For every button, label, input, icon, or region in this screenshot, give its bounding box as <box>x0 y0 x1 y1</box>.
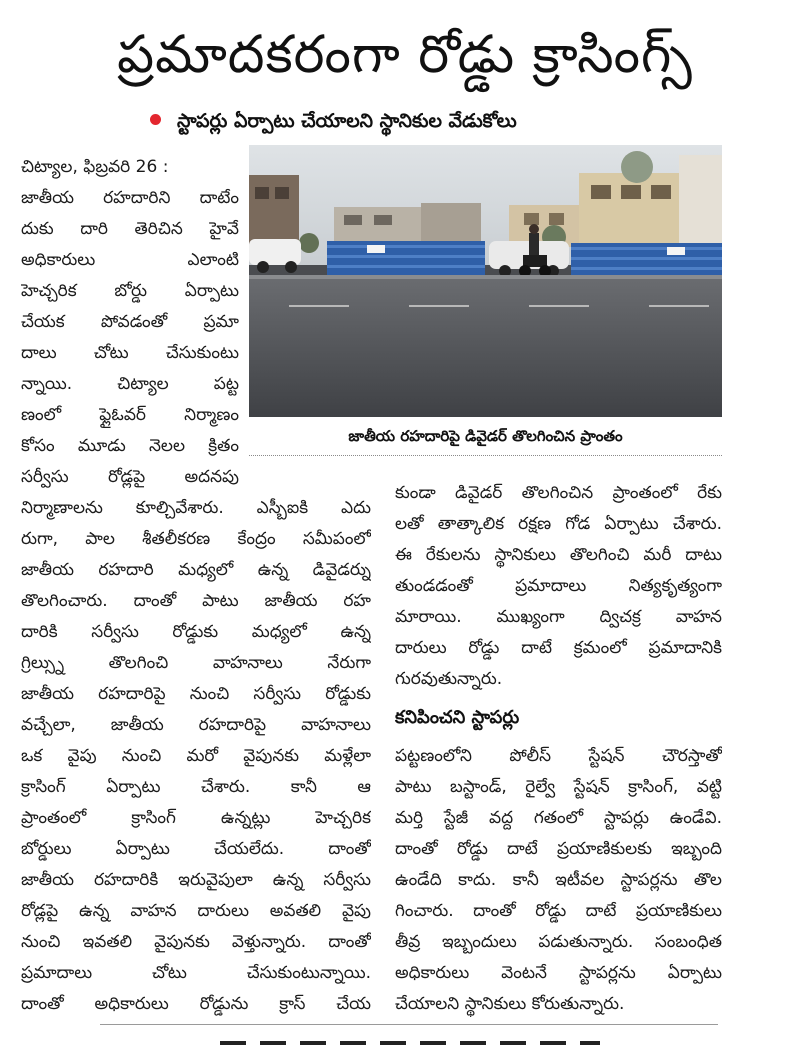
body-line: ఒక వైపు నుంచి మరో వైపునకు మళ్లేలా <box>21 746 371 766</box>
body-line: అధికారులు ఎలాంటి <box>21 250 239 270</box>
body-line: దాంతో రోడ్డు దాటే ప్రయాణికులకు ఇబ్బంది <box>395 839 722 859</box>
article-headline: ప్రమాదకరంగా రోడ్డు క్రాసింగ్స్ <box>117 25 693 85</box>
body-line: రుగా, పాల శీతలీకరణ కేంద్రం సమీపంలో <box>21 529 371 549</box>
body-line: గించారు. దాంతో రోడ్డు దాటే ప్రయాణికులు <box>395 901 722 921</box>
body-line: ఈ రేకులను స్థానికులు తొలగించి మరీ దాటు <box>395 545 722 565</box>
body-line: చేయాలని స్థానికులు కోరుతున్నారు. <box>395 994 625 1014</box>
body-line: తొలగించారు. దాంతో పాటు జాతీయ రహ <box>21 591 371 611</box>
body-line: జాతీయ రహదారికి ఇరువైపులా ఉన్న సర్వీసు <box>21 870 371 890</box>
body-line: అధికారులు వెంటనే స్టాపర్లను ఏర్పాటు <box>395 963 722 983</box>
caption-divider <box>249 455 722 456</box>
body-line: చిట్యాల, ఫిబ్రవరి 26 : <box>21 157 169 177</box>
body-line: వచ్చేలా, జాతీయ రహదారిపై వాహనాలు <box>21 715 371 735</box>
body-line: ప్రమాదాలు చోటు చేసుకుంటున్నాయి. <box>21 963 371 983</box>
body-line: సర్వీసు రోడ్లపై అదనపు <box>21 467 239 487</box>
red-bullet-icon <box>150 114 161 125</box>
body-line: జాతీయ రహదారి మధ్యలో ఉన్న డివైడర్ను <box>21 560 371 580</box>
body-line: జాతీయ రహదారిపై నుంచి సర్వీసు రోడ్డుకు <box>21 684 371 704</box>
section-heading: కనిపించని స్టాపర్లు <box>395 707 520 728</box>
body-line: నిర్మాణాలను కూల్చివేశారు. ఎస్బీఐకి ఎదు <box>21 498 371 518</box>
body-line: నుంచి ఇవతలి వైపునకు వెళ్తున్నారు. దాంతో <box>21 932 371 952</box>
body-line: చేయక పోవడంతో ప్రమా <box>21 312 239 332</box>
body-line: పాటు బస్టాండ్, రైల్వే స్టేషన్ క్రాసింగ్, వట్టి <box>395 777 722 797</box>
body-line: క్రాసింగ్ ఏర్పాటు చేశారు. కానీ ఆ <box>21 777 371 797</box>
body-line: తుండడంతో ప్రమాదాలు నిత్యకృత్యంగా <box>395 576 722 596</box>
article-subheadline <box>150 106 517 136</box>
body-line: దారులు రోడ్డు దాటే క్రమంలో ప్రమాదానికి <box>395 638 722 658</box>
body-line: దారికి సర్వీసు రోడ్డుకు మధ్యలో ఉన్న <box>21 622 371 642</box>
body-line: కుండా డివైడర్ తొలగించిన ప్రాంతంలో రేకు <box>395 483 722 503</box>
news-photo <box>249 145 722 417</box>
body-line: లతో తాత్కాలిక రక్షణ గోడ ఏర్పాటు చేశారు. <box>395 514 722 534</box>
body-line: తీవ్ర ఇబ్బందులు పడుతున్నారు. సంబంధిత <box>395 932 722 952</box>
page-bottom-divider <box>100 1024 718 1025</box>
body-line: ప్రాంతంలో క్రాసింగ్ ఉన్నట్లు హెచ్చరిక <box>21 808 371 828</box>
body-line: గ్రిల్స్ను తొలగించి వాహనాలు నేరుగా <box>21 653 371 673</box>
body-line: దాంతో అధికారులు రోడ్డును క్రాస్ చేయ <box>21 994 371 1014</box>
body-line: దాలు చోటు చేసుకుంటు <box>21 343 239 363</box>
body-line: బోర్డులు ఏర్పాటు చేయలేదు. దాంతో <box>21 839 371 859</box>
body-line: పట్టణంలోని పోలీస్ స్టేషన్ చౌరస్తాతో <box>395 746 722 766</box>
body-line: మర్తి స్టేజీ వద్ద గతంలో స్టాపర్లు ఉండేవి. <box>395 808 722 828</box>
body-line: ఉండేది కాదు. కానీ ఇటీవల స్టాపర్లను తొల <box>395 870 722 890</box>
body-line: న్నాయి. చిట్యాల పట్ట <box>21 374 239 394</box>
body-line: గురవుతున్నారు. <box>395 669 503 689</box>
body-line: రోడ్లపై ఉన్న వాహన దారులు అవతలి వైపు <box>21 901 371 921</box>
highway-photo-illustration <box>249 145 722 417</box>
body-line: మారాయి. ముఖ్యంగా ద్విచక్ర వాహన <box>395 607 722 627</box>
subheadline-text: స్టాపర్లు ఏర్పాటు చేయాలని స్థానికుల వేడుకోలు <box>177 110 517 132</box>
body-line: దుకు దారి తెరిచిన హైవే <box>21 219 239 239</box>
body-line: హెచ్చరిక బోర్డు ఏర్పాటు <box>21 281 239 301</box>
body-line: ణంలో ఫ్లైఓవర్ నిర్మాణం <box>21 405 239 425</box>
photo-caption: జాతీయ రహదారిపై డివైడర్ తొలగించిన ప్రాంతం <box>348 427 623 445</box>
body-line: కోసం మూడు నెలల క్రితం <box>21 436 239 456</box>
body-line: జాతీయ రహదారిని దాటేం <box>21 188 239 208</box>
truncated-next-headline <box>220 1035 600 1047</box>
